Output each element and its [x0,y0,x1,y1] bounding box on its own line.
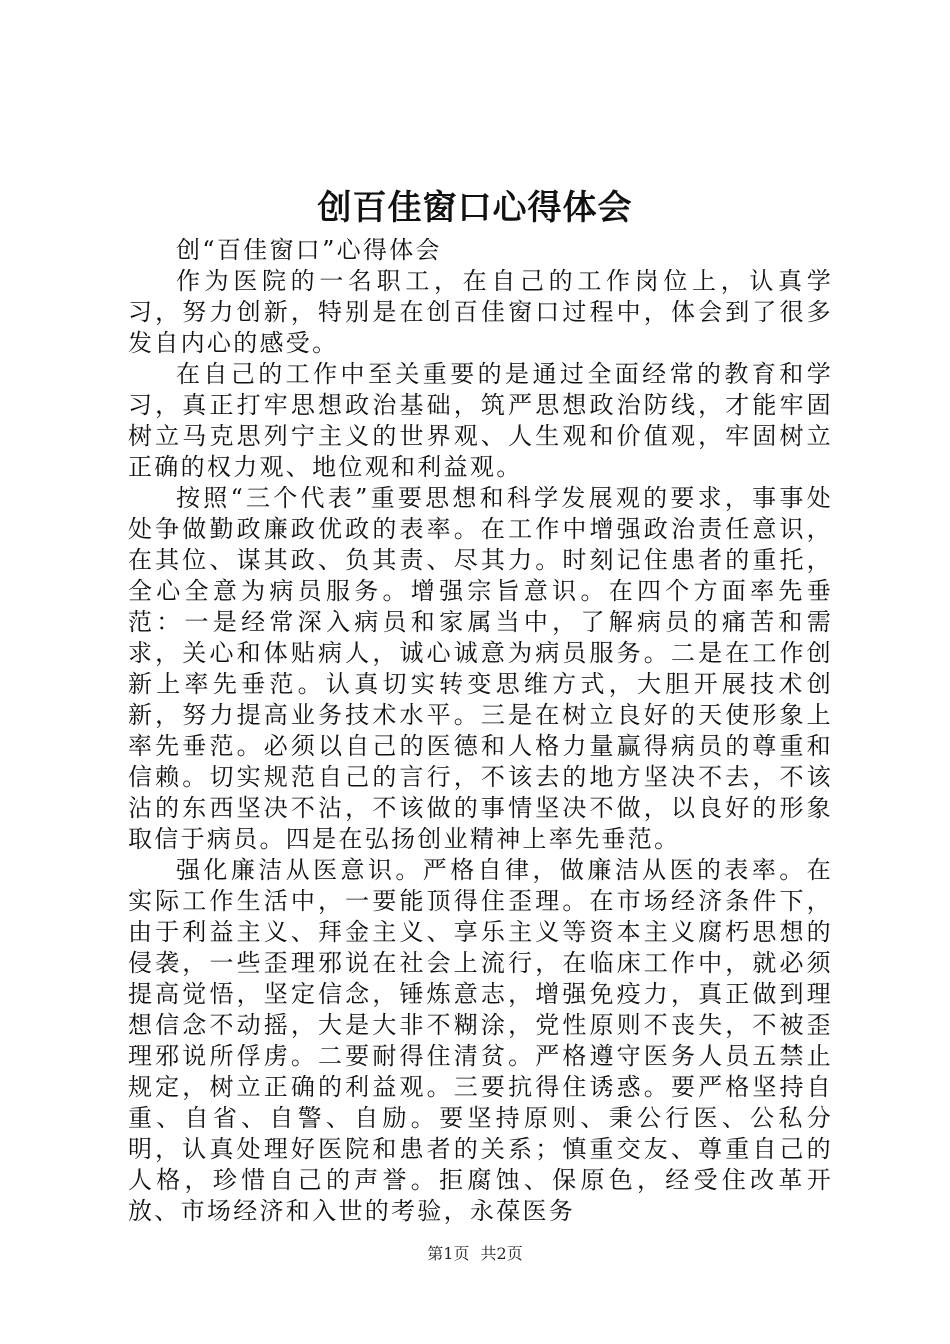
page-footer [0,1244,950,1264]
paragraph-three-represents: 按照“三个代表”重要思想和科学发展观的要求，事事处处争做勤政廉政优政的表率。在工作中增强政治责任意识，在其位、谋其政、负其责、尽其力。时刻记住患者的重托，全心全意为病员服务。增强宗旨意识。在四个方面率先垂范：一是经常深入病员和家属当中，了解病员的痛苦和需求，关心和体贴病人，诚心诚意为病员服务。二是在工作创新上率先垂范。认真切实转变思维方式，大胆开展技术创新，努力提高业务技术水平。三是在树立良好的天使形象上率先垂范。必须以自己的医德和人格力量赢得病员的尊重和信赖。切实规范自己的言行，不该去的地方坚决不去，不该沾的东西坚决不沾，不该做的事情坚决不做，以良好的形象取信于病员。四是在弘扬创业精神上率先垂范。 [128,484,833,853]
paragraph-education: 在自己的工作中至关重要的是通过全面经常的教育和学习，真正打牢思想政治基础，筑严思想政治防线，才能牢固树立马克思列宁主义的世界观、人生观和价值观，牢固树立正确的权力观、地位观和利益观。 [128,360,833,481]
paragraph-integrity: 强化廉洁从医意识。严格自律，做廉洁从医的表率。在实际工作生活中，一要能顶得住歪理。在市场经济条件下，由于利益主义、拜金主义、享乐主义等资本主义腐朽思想的侵袭，一些歪理邪说在社会上流行，在临床工作中，就必须提高觉悟，坚定信念，锤炼意志，增强免疫力，真正做到理想信念不动摇，大是大非不糊涂，党性原则不丧失，不被歪理邪说所俘虏。二要耐得住清贫。严格遵守医务人员五禁止规定，树立正确的利益观。三要抗得住诱惑。要严格坚持自重、自省、自警、自励。要坚持原则、秉公行医、公私分明，认真处理好医院和患者的关系；慎重交友、尊重自己的人格，珍惜自己的声誉。拒腐蚀、保原色，经受住改革开放、市场经济和入世的考验，永葆医务 [128,856,833,1225]
paragraph-intro: 作为医院的一名职工，在自己的工作岗位上，认真学习，努力创新，特别是在创百佳窗口过程中，体会到了很多发自内心的感受。 [128,267,833,357]
page-number: 第1页 [427,1244,470,1263]
document-body [128,235,833,1227]
paragraph-subtitle: 创“百佳窗口”心得体会 [176,236,442,264]
document-title: 创百佳窗口心得体会 [317,188,633,228]
page-total: 共2页 [480,1244,523,1263]
